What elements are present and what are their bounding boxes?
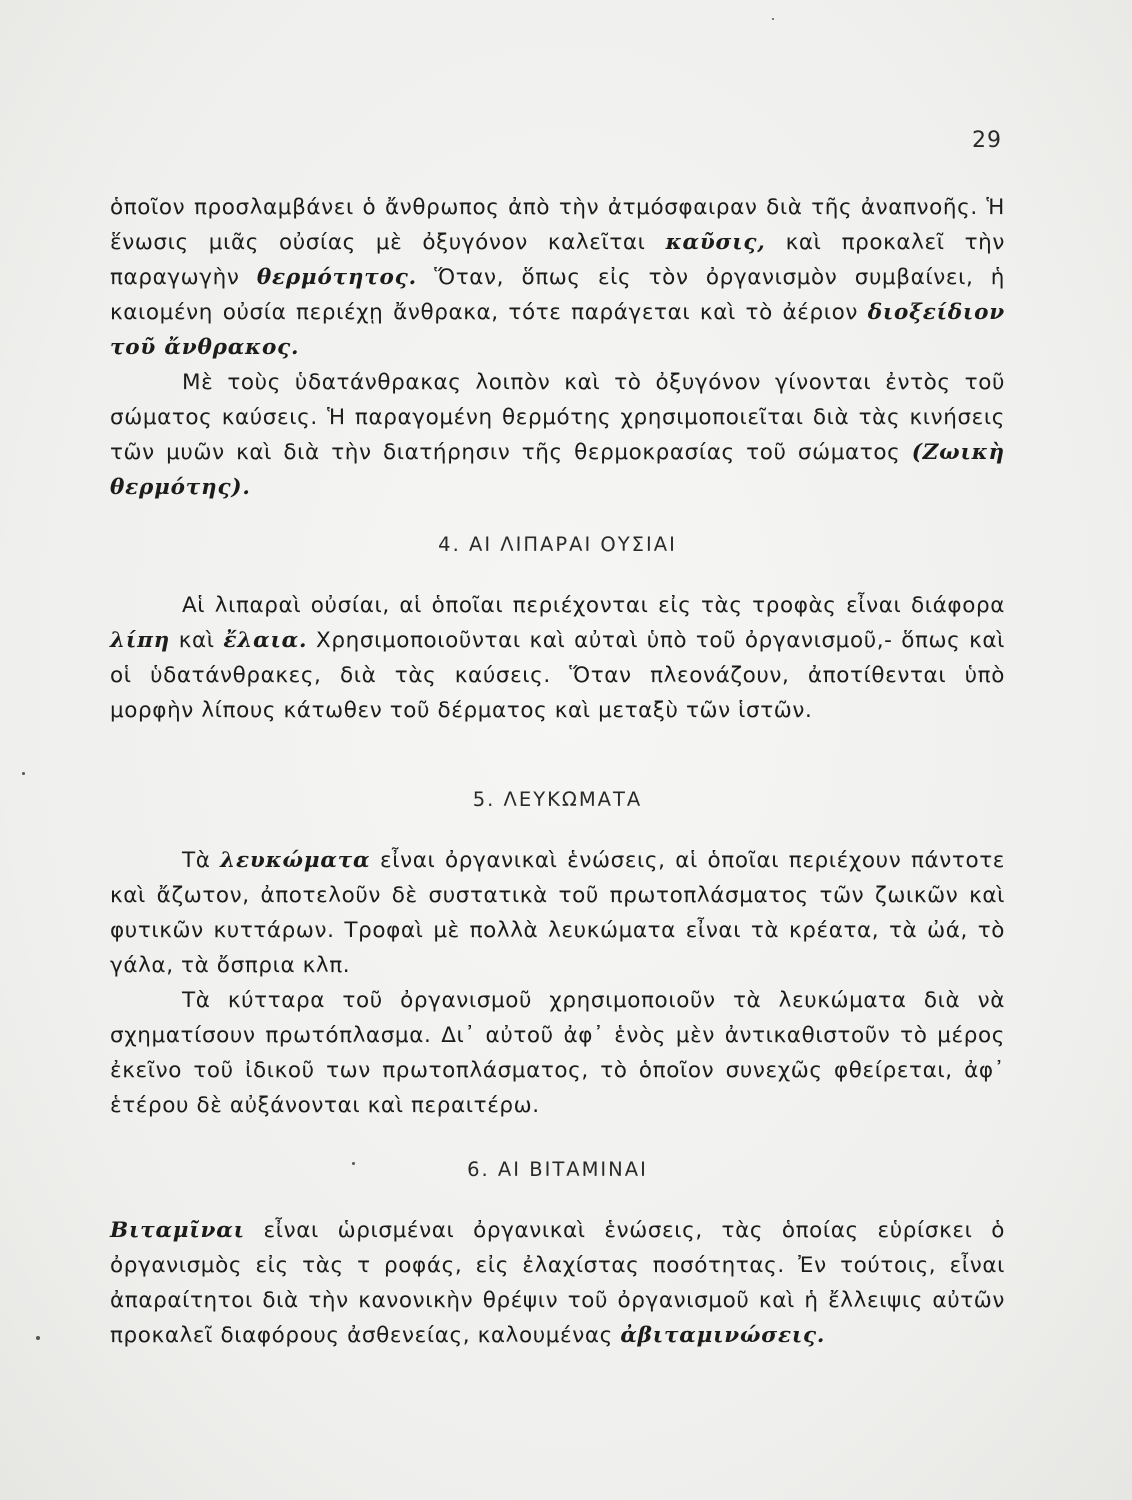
paragraph-text: Ὅταν, ὅπως εἰς τὸν ὀργανισμὸν συμβαίνει, ἡ καιομένη οὐσία περιέχῃ ἄνθρακα, τότε παράγεται καὶ τὸ ἀέριον	[110, 265, 1006, 325]
proteins-section	[110, 782, 1005, 1123]
paragraph-text: Τὰ	[182, 848, 221, 873]
paragraph-text: εἶναι ὀργανικαὶ ἑνώσεις, αἱ ὁποῖαι περιέχουν πάντοτε καὶ ἄζωτον, ἀποτελοῦν δὲ συστατικὰ τοῦ πρωτοπλάσματος τῶν ζωικῶν καὶ φυτικῶν κυττάρων. Τροφαὶ μὲ πολλὰ λευκώματα εἶναι τὰ κρέατα, τὰ ὠά, τὸ γάλα, τὰ ὄσπρια κλπ.	[110, 848, 1005, 978]
scan-speck	[22, 772, 25, 775]
paragraph-text: Μὲ τοὺς ὑδατάνθρακας λοιπὸν καὶ τὸ ὀξυγόνον γίνονται ἐντὸς τοῦ σώματος καύσεις. Ἡ παραγομένη θερμότης χρησιμοποιεῖται διὰ τὰς κινήσεις τῶν μυῶν καὶ διὰ τὴν διατήρησιν τῆς θερμοκρασίας τοῦ σώματος	[110, 370, 1005, 465]
term-zoiki-thermotis: (Ζωικὴ θερμότης).	[110, 440, 1005, 500]
vitamins-section	[110, 1152, 1005, 1353]
paragraph-text: καὶ προκαλεῖ τὴν παραγωγὴν	[110, 230, 1005, 290]
paragraph-lipids	[110, 588, 1005, 728]
term-elaia: ἔλαια.	[223, 628, 308, 653]
term-leukomata: λευκώματα	[220, 848, 371, 873]
section-heading-vitamins: 6. ΑΙ ΒΙΤΑΜΙΝΑΙ	[467, 1158, 648, 1181]
paragraph-text: ὁποῖον προσλαμβάνει ὁ ἄνθρωπος ἀπὸ τὴν ἀτμόσφαιραν διὰ τῆς ἀναπνοῆς. Ἡ ἕνωσις μιᾶς οὐσίας μὲ ὀξυγόνον καλεῖται	[110, 195, 1005, 255]
paragraph-protoplasm: Τὰ κύτταρα τοῦ ὀργανισμοῦ χρησιμοποιοῦν τὰ λευκώματα διὰ νὰ σχηματίσουν πρωτόπλασμα. Δι᾽ αὐτοῦ ἀφ᾽ ἑνὸς μὲν ἀντικαθιστοῦν τὸ μέρος ἐκεῖνο τοῦ ἰδικοῦ των πρωτοπλάσματος, τὸ ὁποῖον συνεχῶς φθείρεται, ἀφ᾽ ἑτέρου δὲ αὐξάνονται καὶ περαιτέρω.	[110, 988, 1005, 1118]
scan-speck	[36, 1336, 40, 1340]
paragraph-vitamins	[110, 1213, 1005, 1353]
paragraph-combustion	[110, 190, 1005, 365]
section-heading-proteins: 5. ΛΕΥΚΩΜΑΤΑ	[472, 788, 643, 811]
section-heading-lipids: 4. ΑΙ ΛΙΠΑΡΑΙ ΟΥΣΙΑΙ	[438, 533, 677, 556]
paragraph-text: καὶ	[170, 628, 224, 653]
page-number: 29	[972, 128, 1002, 153]
term-kausis: καῦσις,	[665, 230, 766, 255]
paragraph-text: Αἱ λιπαραὶ οὐσίαι, αἱ ὁποῖαι περιέχονται εἰς τὰς τροφὰς εἶναι διάφορα	[182, 593, 1005, 618]
scan-speck	[772, 18, 774, 20]
term-vitaminai: Βιταμῖναι	[110, 1218, 245, 1243]
paragraph-text: Χρησιμοποιοῦνται καὶ αὐταὶ ὑπὸ τοῦ ὀργανισμοῦ,- ὅπως καὶ οἱ ὑδατάνθρακες, διὰ τὰς καύσεις. Ὅταν πλεονάζουν, ἀποτίθενται ὑπὸ μορφὴν λίπους κάτωθεν τοῦ δέρματος καὶ μεταξὺ τῶν ἱστῶν.	[110, 628, 1005, 723]
term-dioxeidion: διοξείδιον τοῦ ἄνθρακος.	[110, 300, 1005, 360]
scan-speck	[352, 1162, 355, 1165]
paragraph-text: εἶναι ὡρισμέναι ὀργανικαὶ ἑνώσεις, τὰς ὁποίας εὑρίσκει ὁ ὀργανισμὸς εἰς τὰς τ ροφάς, εἰς ἐλαχίστας ποσότητας. Ἐν τούτοις, εἶναι ἀπαραίτητοι διὰ τὴν κανονικὴν θρέψιν τοῦ ὀργανισμοῦ καὶ ἡ ἔλλειψις αὐτῶν προκαλεῖ διαφόρους ἀσθενείας, καλουμένας	[110, 1218, 1005, 1348]
intro-section	[110, 190, 1005, 505]
lipids-section	[110, 527, 1005, 728]
term-avitaminoseis: ἀβιταμινώσεις.	[620, 1323, 826, 1348]
paragraph-body-heat	[110, 365, 1005, 505]
paragraph-proteins	[110, 843, 1005, 983]
term-thermotitos: θερμότητος.	[256, 265, 417, 290]
term-lipi: λίπη	[110, 628, 171, 653]
